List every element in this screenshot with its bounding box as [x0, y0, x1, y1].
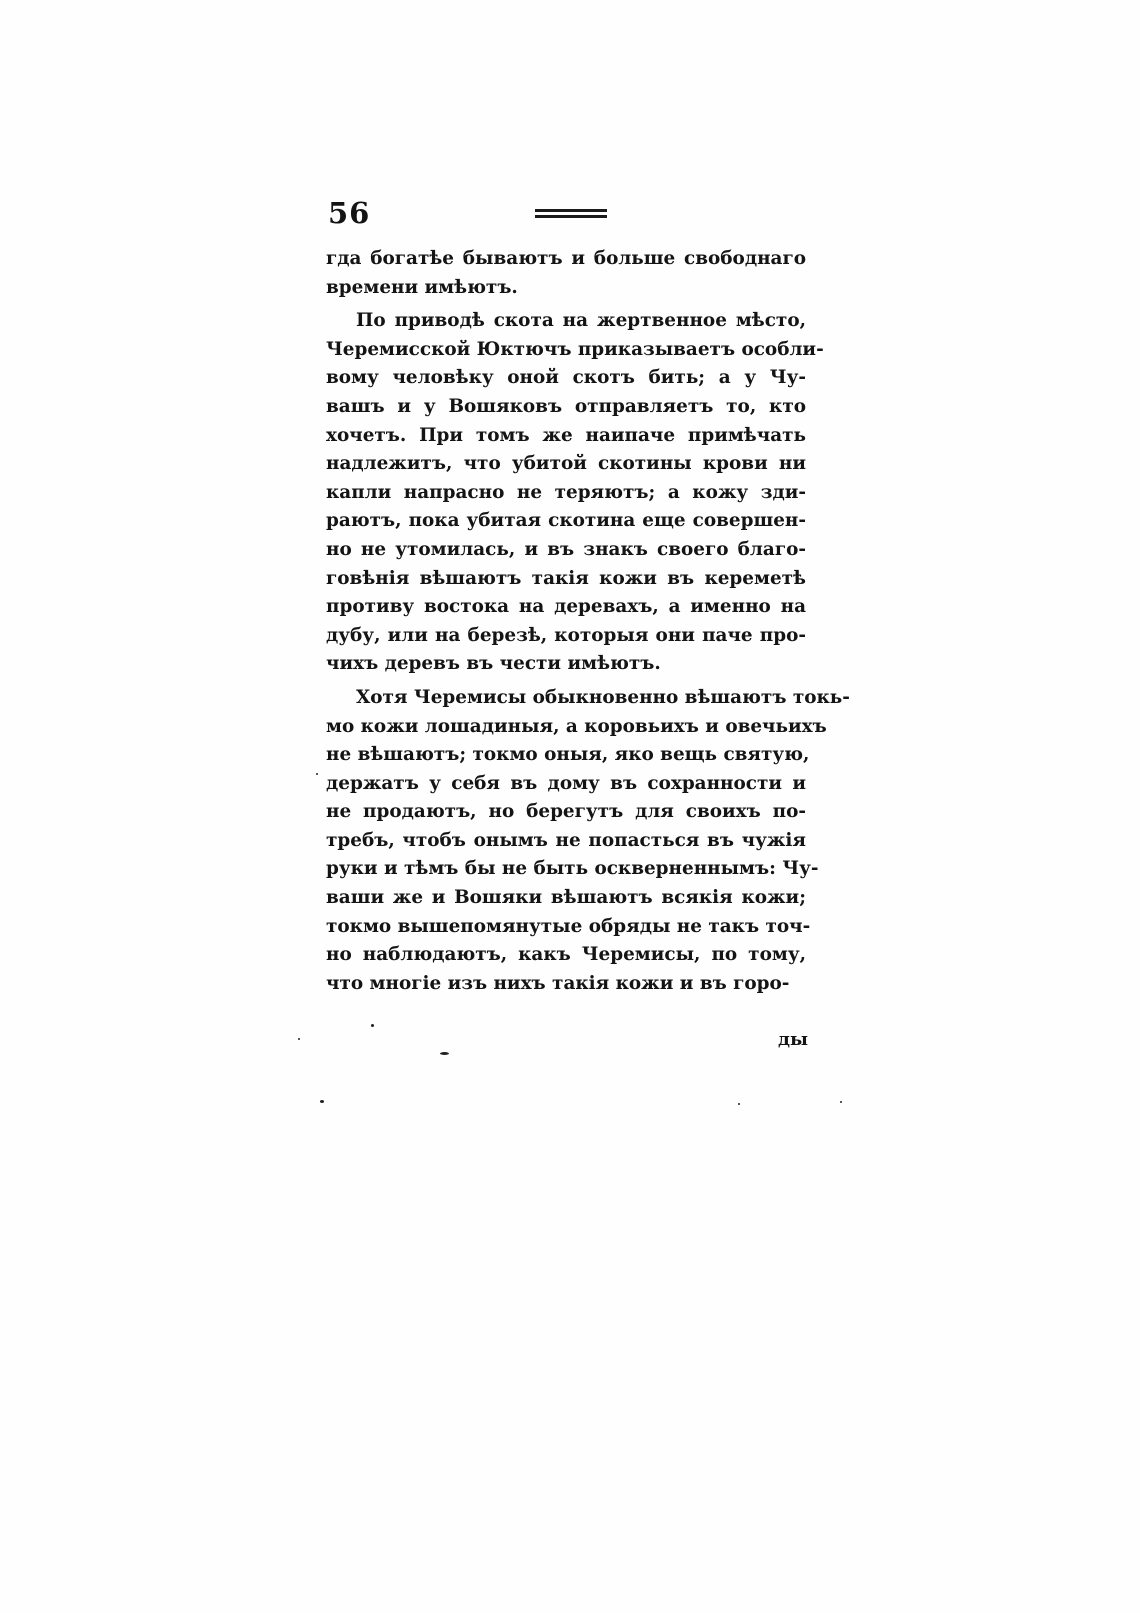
text-line: но наблюдаютъ, какъ Черемисы, по тому,	[326, 944, 806, 966]
scan-speck	[738, 1103, 740, 1105]
scan-speck	[371, 1024, 374, 1027]
text-line: гда богатѣе бываютъ и больше свободнаго	[326, 248, 806, 269]
text-line: противу востока на деревахъ, а именно на	[326, 596, 806, 618]
text-line: что многіе изъ нихъ такія кожи и въ горо-	[326, 972, 790, 994]
header-rule-line-bottom	[535, 215, 607, 218]
text-line: вому человѣку оной скотъ бить; а у Чу-	[326, 367, 806, 389]
text-line: держатъ у себя въ дому въ сохранности и	[326, 772, 806, 794]
scan-speck	[320, 1100, 324, 1103]
text-line: не вѣшаютъ; токмо оныя, яко вещь святую,	[326, 744, 810, 766]
text-line: раютъ, пока убитая скотина еще совершен-	[326, 510, 806, 532]
catchword: ды	[778, 1029, 809, 1050]
header-rule-line-top	[535, 209, 607, 212]
text-line: мо кожи лошадиныя, а коровьихъ и овечьихъ	[326, 715, 827, 737]
text-line: требъ, чтобъ онымъ не попасться въ чужія	[326, 829, 806, 851]
text-line: По приводѣ скота на жертвенное мѣсто,	[356, 310, 806, 332]
text-line: Хотя Черемисы обыкновенно вѣшаютъ токь-	[356, 686, 850, 708]
paragraph	[326, 684, 850, 999]
text-line: токмо вышепомянутые обряды не такъ точ-	[326, 915, 811, 937]
text-line: дубу, или на березѣ, которыя они паче про-	[326, 624, 806, 646]
paragraph	[326, 307, 824, 679]
body-text	[326, 245, 850, 1003]
page-number: 56	[328, 196, 371, 230]
scan-speck	[316, 773, 318, 775]
text-line: но не утомилась, и въ знакъ своего благо-	[326, 538, 806, 560]
text-line: хочетъ. При томъ же наипаче примѣчать	[326, 424, 806, 446]
text-line: вашъ и у Вошяковъ отправляетъ то, кто	[326, 395, 806, 417]
scan-speck	[298, 1038, 300, 1040]
text-line: не продаютъ, но берегутъ для своихъ по-	[326, 801, 806, 823]
header-rule	[535, 209, 607, 221]
text-line: говѣнія вѣшаютъ такія кожи въ кереметѣ	[326, 567, 806, 589]
text-line: руки и тѣмъ бы не быть оскверненнымъ: Чу-	[326, 858, 819, 880]
text-line: времени имѣютъ.	[326, 276, 518, 298]
text-line: Черемисской Юктючъ приказываетъ особли-	[326, 338, 824, 360]
text-line: ваши же и Вошяки вѣшаютъ всякія кожи;	[326, 887, 806, 909]
scan-speck	[840, 1101, 842, 1103]
text-line: надлежитъ, что убитой скотины крови ни	[326, 453, 806, 475]
scan-speck	[440, 1052, 449, 1055]
paragraph	[326, 245, 806, 302]
text-line: чихъ деревъ въ чести имѣютъ.	[326, 653, 661, 675]
text-line: капли напрасно не теряютъ; а кожу зди-	[326, 481, 806, 503]
